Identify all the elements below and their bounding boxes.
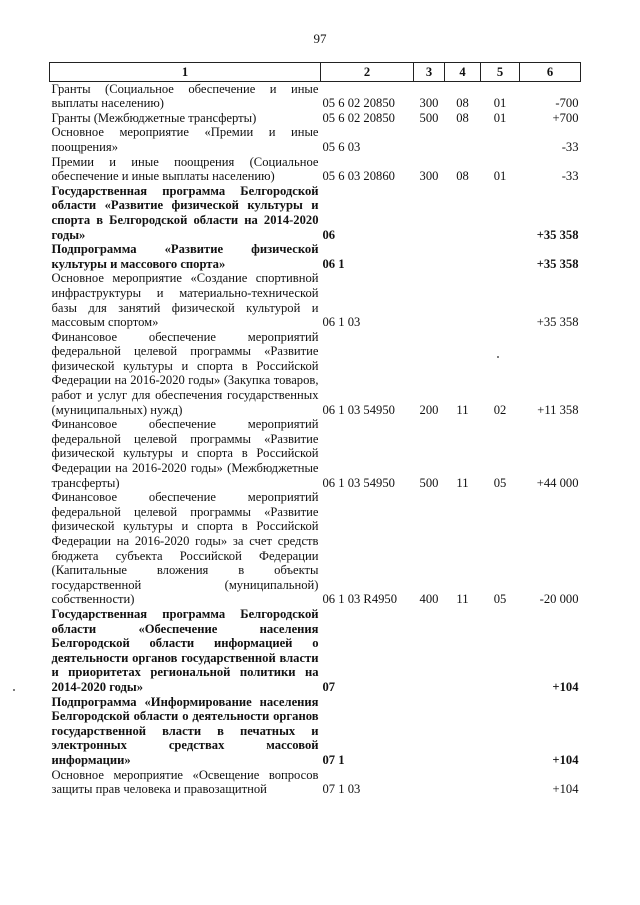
row-pr <box>481 242 520 271</box>
header-row <box>50 63 581 82</box>
header-col-amount: 6 <box>520 63 581 82</box>
row-amount: -33 <box>561 139 579 154</box>
row-code: 06 1 03 <box>322 315 361 330</box>
row-vr: 400 <box>419 592 439 607</box>
row-code: 06 1 03 R4950 <box>322 592 398 607</box>
table-row <box>50 607 581 695</box>
table-row <box>50 768 581 797</box>
row-code: 05 6 03 20860 <box>322 169 395 184</box>
table-body <box>50 81 581 797</box>
row-amount: -33 <box>561 169 579 184</box>
row-name: Основное мероприятие «Освещение вопросов защиты прав человека и правозащитной <box>51 767 319 797</box>
row-rz: 11 <box>456 592 469 607</box>
table-row <box>50 242 581 271</box>
row-name: Гранты (Межбюджетные трансферты) <box>51 110 257 125</box>
row-vr <box>414 695 445 768</box>
row-code: 07 1 <box>322 752 345 767</box>
row-amount: +700 <box>552 110 579 125</box>
row-pr: 05 <box>493 592 507 607</box>
table-header <box>50 63 581 82</box>
table-row <box>50 184 581 242</box>
row-vr: 500 <box>419 110 439 125</box>
row-amount: +35 358 <box>536 315 579 330</box>
row-amount: +44 000 <box>536 475 579 490</box>
row-rz <box>445 768 481 797</box>
table-row <box>50 111 581 126</box>
row-code: 06 1 03 54950 <box>322 475 395 490</box>
row-pr: 02 <box>493 402 507 417</box>
row-pr <box>481 184 520 242</box>
row-name: Подпрограмма «Информирование населения Белгородской области о деятельности органов государственной власти в печатных и электронных средствах массовой информации» <box>51 694 319 767</box>
row-pr: 05 <box>493 475 507 490</box>
table-row <box>50 271 581 329</box>
header-col-name: 1 <box>50 63 321 82</box>
row-code: 05 6 03 <box>322 139 361 154</box>
row-pr <box>481 271 520 329</box>
page-number: 97 <box>313 31 327 46</box>
row-name: Основное мероприятие «Создание спортивной инфраструктуры и материально-технической базы для занятий физической культурой и массовым спортом» <box>51 271 319 330</box>
row-rz <box>445 695 481 768</box>
row-pr: 01 <box>493 110 507 125</box>
row-name: Финансовое обеспечение мероприятий федеральной целевой программы «Развитие физической культуры и спорта в Российской Федерации на 2016-2020 годы» (Межбюджетные трансферты) <box>51 417 319 490</box>
row-amount: +104 <box>552 782 579 797</box>
row-code: 07 1 03 <box>322 782 361 797</box>
scan-speck <box>497 356 499 358</box>
row-code: 06 <box>322 227 336 242</box>
row-name: Финансовое обеспечение мероприятий федеральной целевой программы «Развитие физической культуры и спорта в Российской Федерации на 2016-2020 годы» за счет средств бюджета субъекта Российской Федерации (Капитальные вложения в объекты государственной (муниципальной) собственности) <box>51 490 319 607</box>
row-name: Подпрограмма «Развитие физической культуры и массового спорта» <box>51 242 319 271</box>
header-col-pr: 5 <box>481 63 520 82</box>
row-name: Гранты (Социальное обеспечение и иные выплаты населению) <box>51 81 319 111</box>
row-rz <box>445 271 481 329</box>
row-name: Государственная программа Белгородской области «Развитие физической культуры и спорта в Белгородской области на 2014-2020 годы» <box>51 183 319 242</box>
row-amount: +104 <box>552 752 579 767</box>
table-row <box>50 81 581 111</box>
row-rz: 08 <box>456 96 469 111</box>
row-vr <box>414 184 445 242</box>
row-name: Государственная программа Белгородской области «Обеспечение населения Белгородской области информацией о деятельности органов государственной власти и приоритетах региональной политики на 2014-2020 годы» <box>51 606 319 694</box>
row-code: 05 6 02 20850 <box>322 96 395 111</box>
row-code: 06 1 03 54950 <box>322 402 395 417</box>
row-pr: 01 <box>493 169 507 184</box>
row-rz: 08 <box>456 110 469 125</box>
row-pr: 01 <box>493 96 507 111</box>
scan-speck <box>13 689 15 691</box>
header-col-vr: 3 <box>414 63 445 82</box>
row-amount: +35 358 <box>536 227 579 242</box>
row-amount: +104 <box>552 679 579 694</box>
row-rz <box>445 184 481 242</box>
row-rz <box>445 607 481 695</box>
table-row <box>50 695 581 768</box>
row-rz: 08 <box>456 169 469 184</box>
budget-table <box>49 62 581 797</box>
table-row <box>50 330 581 418</box>
table-row <box>50 125 581 154</box>
row-pr <box>481 695 520 768</box>
row-rz: 11 <box>456 402 469 417</box>
header-col-code: 2 <box>321 63 414 82</box>
row-vr <box>414 768 445 797</box>
row-rz <box>445 125 481 154</box>
row-amount: +35 358 <box>536 256 579 271</box>
row-name: Основное мероприятие «Премии и иные поощрения» <box>51 125 319 154</box>
table-row <box>50 490 581 607</box>
table-row <box>50 155 581 184</box>
row-vr: 300 <box>419 96 439 111</box>
header-col-rz: 4 <box>445 63 481 82</box>
row-vr: 200 <box>419 402 439 417</box>
row-vr <box>414 125 445 154</box>
row-code: 07 <box>322 679 336 694</box>
row-name: Премии и иные поощрения (Социальное обеспечение и иные выплаты населению) <box>51 154 319 184</box>
row-rz: 11 <box>456 475 469 490</box>
row-vr <box>414 271 445 329</box>
row-pr <box>481 125 520 154</box>
row-vr <box>414 242 445 271</box>
row-amount: +11 358 <box>537 402 579 417</box>
row-vr <box>414 607 445 695</box>
row-amount: -700 <box>555 96 579 111</box>
row-rz <box>445 242 481 271</box>
row-code: 05 6 02 20850 <box>322 110 395 125</box>
row-pr <box>481 607 520 695</box>
row-name: Финансовое обеспечение мероприятий федеральной целевой программы «Развитие физической культуры и спорта в Российской Федерации на 2016-2020 годы» (Закупка товаров, работ и услуг для обеспечения государственных (муниципальных) нужд) <box>51 329 319 417</box>
row-code: 06 1 <box>322 256 345 271</box>
table-row <box>50 417 581 490</box>
row-pr <box>481 768 520 797</box>
row-vr: 500 <box>419 475 439 490</box>
row-amount: -20 000 <box>539 592 579 607</box>
row-vr: 300 <box>419 169 439 184</box>
